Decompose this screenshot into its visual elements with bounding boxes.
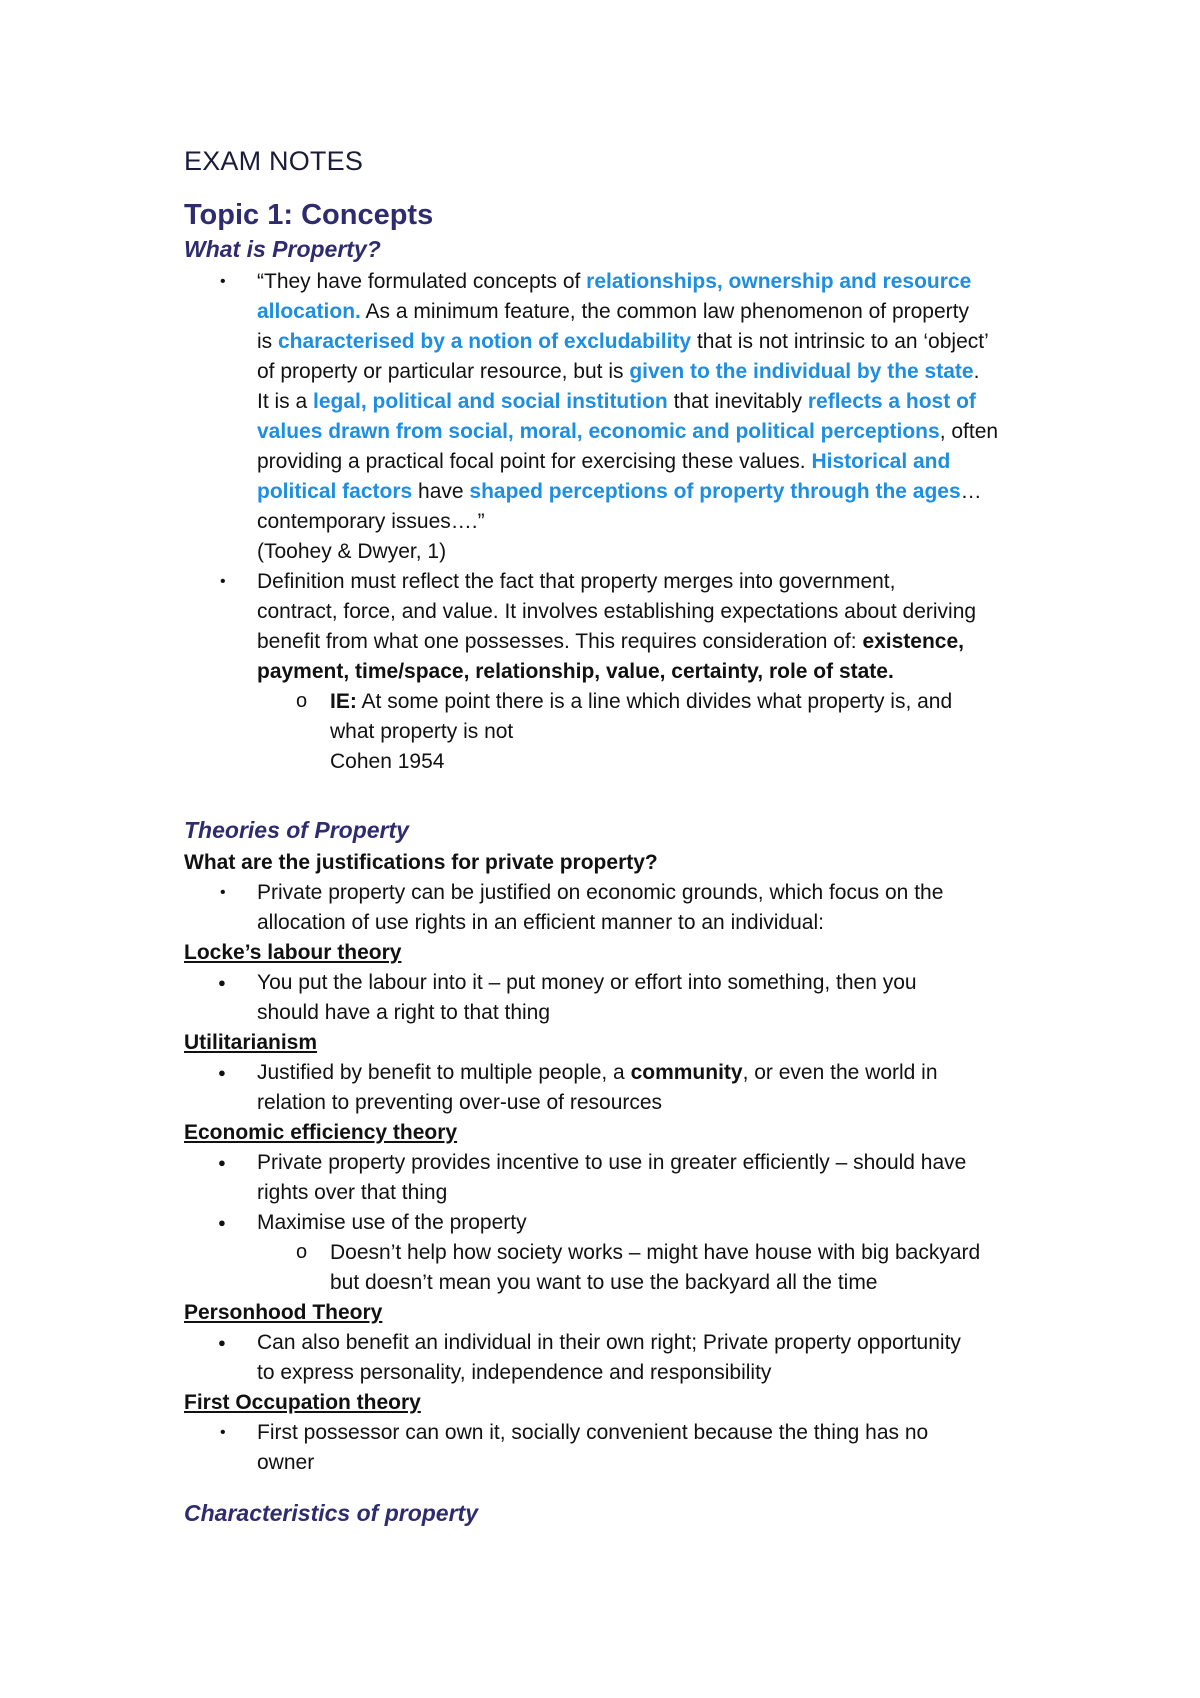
personhood-list (184, 1328, 1064, 1388)
list-item: • First possessor can own it, socially convenient because the thing has no owner (184, 1418, 1064, 1478)
list-sub-item: o Doesn’t help how society works – might have house with big backyard but doesn’t mean you want to use the backyard all the time (184, 1238, 1064, 1298)
first-occupation-list (184, 1418, 1064, 1478)
definition-sub-item: o IE: At some point there is a line which divides what property is, and what property is not Cohen 1954 (184, 687, 1064, 777)
definition-bullet: • Definition must reflect the fact that property merges into government, contract, force, and value. It involves establishing expectations about deriving benefit from what one possesses. This requires consideration of: existence, payment, time/space, relationship, value, certainty, role of state. (184, 567, 1064, 687)
section-heading-theories: Theories of Property (184, 817, 409, 843)
economic-efficiency-heading: Economic efficiency theory (184, 1121, 458, 1144)
document-title: EXAM NOTES (184, 146, 364, 176)
topic-heading: Topic 1: Concepts (184, 199, 434, 231)
locke-list (184, 968, 1064, 1028)
utilitarianism-heading: Utilitarianism (184, 1031, 318, 1054)
document-content (184, 146, 1064, 1531)
utilitarianism-list (184, 1058, 1064, 1118)
section-heading-characteristics: Characteristics of property (184, 1500, 478, 1526)
quote-bullet: • “They have formulated concepts of relationships, ownership and resource allocation. As a minimum feature, the common law phenomenon of property is characterised by a notion of excludability that is not intrinsic to an ‘object’ of property or particular resource, but is given to the individual by the state. It is a legal, political and social institution that inevitably reflects a host of values drawn from social, moral, economic and political perceptions, often providing a practical focal point for exercising these values. Historical and political factors have shaped perceptions of property through the ages… contemporary issues….” (Toohey & Dwyer, 1) (184, 267, 1064, 567)
list-item: ● You put the labour into it – put money or effort into something, then you should have a right to that thing (184, 968, 1064, 1028)
list-item: ● Maximise use of the property (184, 1208, 1064, 1238)
list-item: ● Private property provides incentive to use in greater efficiently – should have rights over that thing (184, 1148, 1064, 1208)
economic-efficiency-list (184, 1148, 1064, 1298)
theories-intro-list (184, 878, 1064, 938)
first-occupation-heading: First Occupation theory (184, 1391, 421, 1414)
list-item: ● Justified by benefit to multiple people, a community, or even the world in relation to preventing over-use of resources (184, 1058, 1064, 1118)
locke-heading: Locke’s labour theory (184, 941, 402, 964)
theories-question: What are the justifications for private property? (184, 851, 658, 874)
what-is-property-list (184, 267, 1064, 777)
personhood-heading: Personhood Theory (184, 1301, 383, 1324)
section-heading-what-is-property: What is Property? (184, 236, 381, 262)
list-item: ● Can also benefit an individual in their own right; Private property opportunity to express personality, independence and responsibility (184, 1328, 1064, 1388)
theories-intro-bullet: • Private property can be justified on economic grounds, which focus on the allocation of use rights in an efficient manner to an individual: (184, 878, 1064, 938)
